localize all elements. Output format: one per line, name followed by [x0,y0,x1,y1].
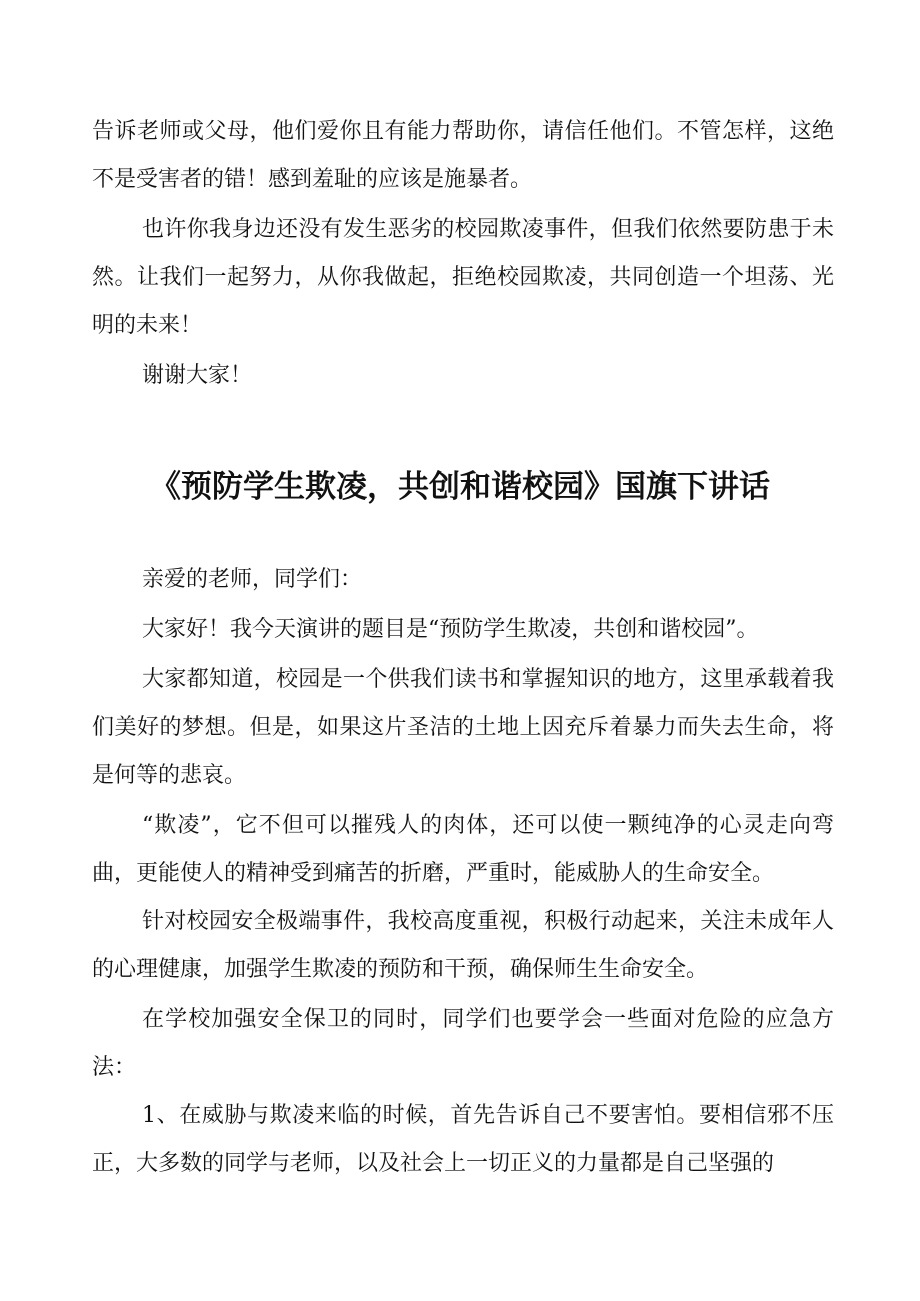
paragraph-bullying-harm: “欺凌”，它不但可以摧残人的肉体，还可以使一颗纯净的心灵走向弯曲，更能使人的精神受到痛苦的折磨，严重时，能威胁人的生命安全。 [92,813,834,886]
paragraph-salutation: 亲爱的老师，同学们： [142,567,363,592]
paragraph-method-1: 1、在威胁与欺凌来临的时候，首先告诉自己不要害怕。要相信邪不压正，大多数的同学与老师，以及社会上一切正义的力量都是自己坚强的 [92,1103,834,1176]
paragraph-prevention-call: 也许你我身边还没有发生恶劣的校园欺凌事件，但我们依然要防患于未然。让我们一起努力，从你我做起，拒绝校园欺凌，共同创造一个坦荡、光明的未来！ [92,217,834,338]
paragraph-campus-dream: 大家都知道，校园是一个供我们读书和掌握知识的地方，这里承载着我们美好的梦想。但是，如果这片圣洁的土地上因充斥着暴力而失去生命，将是何等的悲哀。 [92,667,834,788]
paragraph-thanks: 谢谢大家！ [142,363,253,388]
paragraph-school-action: 针对校园安全极端事件，我校高度重视，积极行动起来，关注未成年人的心理健康，加强学生欺凌的预防和干预，确保师生生命安全。 [92,909,834,982]
speech-title: 《预防学生欺凌，共创和谐校园》国旗下讲话 [150,469,770,505]
paragraph-continuation: 告诉老师或父母，他们爱你且有能力帮助你，请信任他们。不管怎样，这绝不是受害者的错！感到羞耻的应该是施暴者。 [92,119,834,192]
paragraph-greeting: 大家好！我今天演讲的题目是“预防学生欺凌，共创和谐校园”。 [142,617,759,642]
paragraph-emergency-methods: 在学校加强安全保卫的同时，同学们也要学会一些面对危险的应急方法： [92,1007,834,1080]
